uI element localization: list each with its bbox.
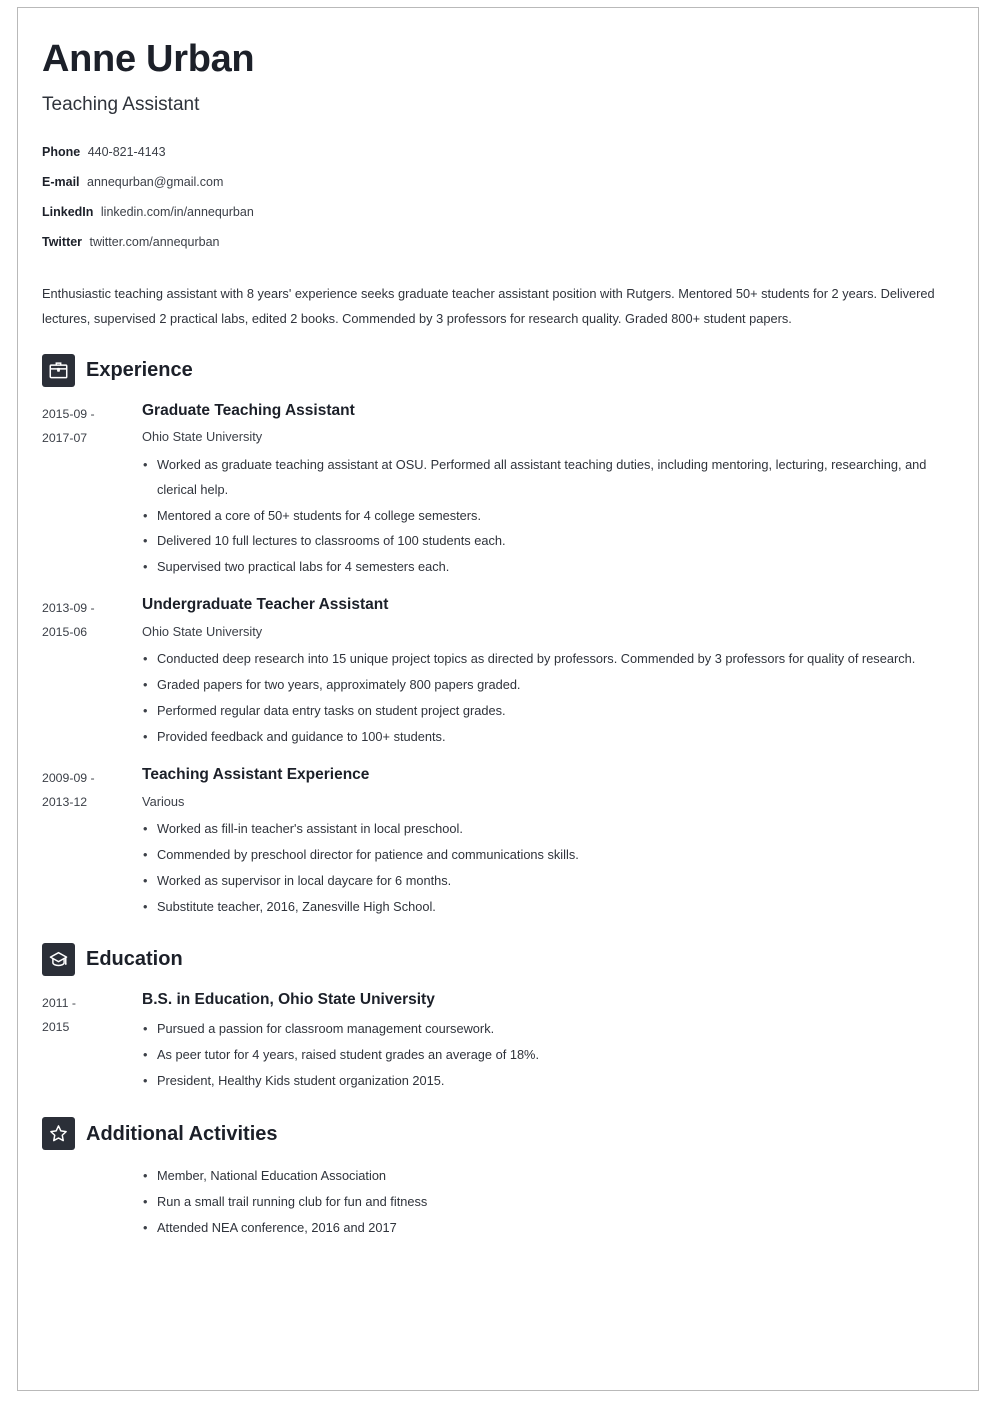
contact-label-twitter: Twitter: [42, 234, 83, 249]
contact-label-linkedin: LinkedIn: [42, 204, 94, 219]
entry-subtitle: Various: [142, 793, 185, 809]
briefcase-icon: [42, 354, 75, 387]
contact-value-linkedin[interactable]: linkedin.com/in/annequrban: [100, 204, 254, 219]
activities-bullet-list: [142, 1164, 954, 1241]
entry-bullet-list: [142, 817, 954, 920]
entry-bullet-list: [142, 453, 954, 581]
list-item: • Pursued a passion for classroom management coursework.: [142, 1017, 954, 1042]
professional-summary: Enthusiastic teaching assistant with 8 years' experience seeks graduate teacher assistant position with Rutgers. Mentored 50+ students for 2 years. Delivered lectures, supervised 2 practical labs, edited 2 books. Commended by 3 professors for research quality. Graded 800+ student papers.: [42, 285, 935, 326]
list-item: • Run a small trail running club for fun and fitness: [142, 1190, 954, 1215]
entry-dates: [42, 765, 142, 815]
list-item: • Substitute teacher, 2016, Zanesville High School.: [142, 895, 954, 920]
entry-date-to: 2015-06: [42, 625, 88, 640]
entry-dates: [42, 595, 142, 645]
entry-title: B.S. in Education, Ohio State University: [142, 990, 435, 1008]
list-item: • Worked as fill-in teacher's assistant in local preschool.: [142, 817, 954, 842]
resume-header: [42, 40, 954, 250]
list-item: • Graded papers for two years, approximately 800 papers graded.: [142, 673, 954, 698]
contact-value-email[interactable]: annequrban@gmail.com: [87, 174, 224, 189]
list-item: • Mentored a core of 50+ students for 4 college semesters.: [142, 504, 954, 529]
list-item: • Attended NEA conference, 2016 and 2017: [142, 1216, 954, 1241]
entry-dates: [42, 990, 142, 1040]
list-item: • Provided feedback and guidance to 100+ students.: [142, 725, 954, 750]
section-header-experience: [42, 354, 954, 387]
resume-content: [18, 8, 978, 1241]
entry-title: Undergraduate Teacher Assistant: [142, 596, 389, 614]
list-item: • As peer tutor for 4 years, raised student grades an average of 18%.: [142, 1043, 954, 1068]
entry-date-to: 2013-12: [42, 795, 88, 810]
list-item: • Worked as graduate teaching assistant at OSU. Performed all assistant teaching duties, including mentoring, lecturing, researching, and clerical help.: [142, 453, 954, 503]
contact-value-twitter[interactable]: twitter.com/annequrban: [89, 234, 220, 249]
graduation-cap-icon: [42, 943, 75, 976]
entry-bullet-list: [142, 647, 954, 750]
contact-value-phone: 440-821-4143: [87, 144, 166, 159]
section-additional-activities: [42, 1117, 954, 1241]
star-icon: [42, 1117, 75, 1150]
entry-body: [142, 595, 954, 751]
contact-label-phone: Phone: [42, 144, 81, 159]
contact-row-linkedin: [42, 205, 954, 220]
entry-dates: [42, 401, 142, 451]
entry-subtitle: Ohio State University: [142, 623, 263, 639]
entry-body: [142, 765, 954, 921]
entry-subtitle: Ohio State University: [142, 428, 263, 444]
entry-date-from: 2015-09 -: [42, 406, 95, 421]
experience-entry: [42, 595, 954, 751]
entry-date-to: 2015: [42, 1019, 70, 1034]
entry-date-to: 2017-07: [42, 430, 88, 445]
list-item: • Commended by preschool director for patience and communications skills.: [142, 843, 954, 868]
section-header-education: [42, 943, 954, 976]
entry-bullet-list: [142, 1017, 954, 1094]
entry-title: Graduate Teaching Assistant: [142, 401, 355, 419]
list-item: • Delivered 10 full lectures to classrooms of 100 students each.: [142, 529, 954, 554]
experience-entry: [42, 765, 954, 921]
resume-page: [17, 7, 979, 1391]
education-entry: [42, 990, 954, 1095]
activities-body: [42, 1164, 954, 1241]
candidate-name: Anne Urban: [42, 38, 255, 80]
contact-row-phone: [42, 145, 954, 160]
list-item: • President, Healthy Kids student organization 2015.: [142, 1069, 954, 1094]
entry-date-from: 2009-09 -: [42, 771, 95, 786]
contact-label-email: E-mail: [42, 174, 80, 189]
list-item: • Supervised two practical labs for 4 semesters each.: [142, 555, 954, 580]
entry-body: [142, 990, 954, 1095]
list-item: • Worked as supervisor in local daycare for 6 months.: [142, 869, 954, 894]
section-title-additional-activities: Additional Activities: [86, 1122, 278, 1145]
section-title-experience: Experience: [86, 359, 193, 382]
candidate-job-title: Teaching Assistant: [42, 93, 200, 115]
entry-title: Teaching Assistant Experience: [142, 766, 370, 784]
section-education: [42, 943, 954, 1095]
experience-entry: [42, 401, 954, 582]
entry-date-from: 2013-09 -: [42, 601, 95, 616]
section-title-education: Education: [86, 948, 183, 971]
contact-row-email: [42, 175, 954, 190]
section-header-additional-activities: [42, 1117, 954, 1150]
contact-list: [42, 145, 954, 250]
list-item: • Member, National Education Association: [142, 1164, 954, 1189]
entry-body: [142, 401, 954, 582]
section-experience: [42, 354, 954, 921]
entry-date-from: 2011 -: [42, 995, 76, 1010]
list-item: • Conducted deep research into 15 unique project topics as directed by professors. Commended by 3 professors for quality of research.: [142, 647, 954, 672]
list-item: • Performed regular data entry tasks on student project grades.: [142, 699, 954, 724]
contact-row-twitter: [42, 235, 954, 250]
